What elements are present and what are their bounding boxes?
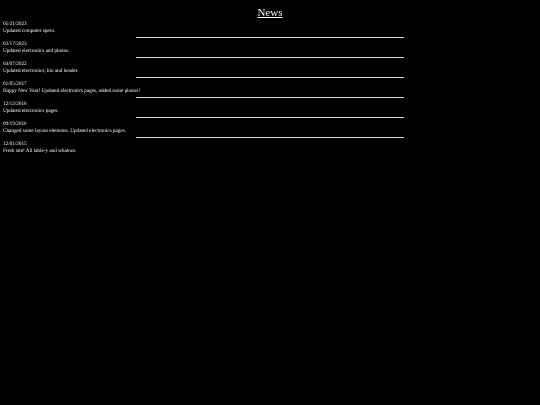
- news-entry: [3, 121, 413, 141]
- news-entry: [3, 41, 413, 61]
- news-divider: [136, 57, 404, 58]
- news-list: [3, 21, 413, 161]
- news-text: Happy New Year! Updated electronics pages, added some photos!: [3, 88, 141, 94]
- page-title-link[interactable]: News: [257, 7, 283, 19]
- news-date: 12/12/2016: [3, 101, 27, 107]
- news-text: Updated electronics pages.: [3, 108, 59, 114]
- news-divider: [136, 77, 404, 78]
- news-date: 02/17/2023: [3, 41, 27, 47]
- news-entry: [3, 141, 413, 161]
- news-text: Updated electronics and photos.: [3, 48, 70, 54]
- news-entry: [3, 101, 413, 121]
- news-date: 04/07/2022: [3, 61, 27, 67]
- news-date: 05/21/2023: [3, 21, 27, 27]
- news-entry: [3, 61, 413, 81]
- news-text: Fresh site! All table-y and whatnot.: [3, 148, 77, 154]
- news-text: Changed some layout elements. Updated electronics pages.: [3, 128, 127, 134]
- news-entry: [3, 21, 413, 41]
- news-entry: [3, 81, 413, 101]
- news-text: Updated electronics, bio and header.: [3, 68, 79, 74]
- news-date: 09/19/2016: [3, 121, 27, 127]
- news-text: Updated computer specs.: [3, 28, 56, 34]
- news-date: 12/01/2015: [3, 141, 27, 147]
- news-divider: [136, 97, 404, 98]
- news-date: 01/05/2017: [3, 81, 27, 87]
- news-divider: [136, 37, 404, 38]
- page-header: [0, 3, 540, 21]
- news-divider: [136, 137, 404, 138]
- news-divider: [136, 117, 404, 118]
